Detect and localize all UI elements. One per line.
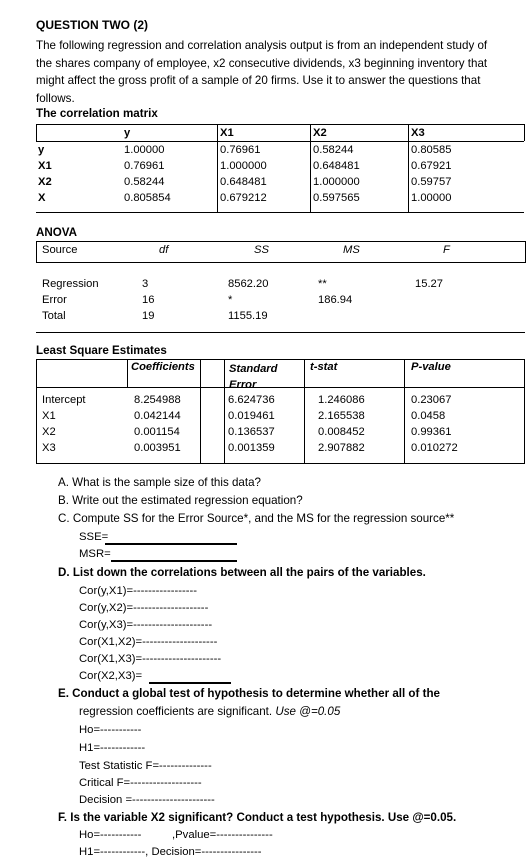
f-ho: Ho=----------- (79, 829, 142, 841)
cor-item: Cor(X1,X2)=-------------------- (79, 636, 218, 648)
e-h1: H1=------------ (79, 742, 146, 754)
anova-row-label: Error (42, 294, 67, 306)
corr-cell: 0.80585 (411, 144, 452, 156)
msr-label: MSR= (79, 548, 111, 560)
corr-cell: 0.67921 (411, 160, 452, 172)
lse-cell: 0.010272 (411, 442, 458, 454)
question-b: B. Write out the estimated regression equation? (58, 494, 303, 507)
anova-cell: 8562.20 (228, 278, 269, 290)
lse-cell: 2.907882 (318, 442, 365, 454)
anova-header-df: df (159, 244, 169, 256)
anova-header-ms: MS (343, 244, 360, 256)
lse-row-label: X1 (42, 410, 56, 422)
lse-cell: 0.019461 (228, 410, 275, 422)
question-e-text: regression coefficients are significant. (79, 705, 276, 718)
anova-cell: 16 (142, 294, 155, 306)
anova-row-label: Regression (42, 278, 99, 290)
corr-cell: 0.59757 (411, 176, 452, 188)
msr-answer-line (111, 560, 237, 562)
question-title: QUESTION TWO (2) (36, 18, 148, 32)
lse-row-label: X2 (42, 426, 56, 438)
lse-header-p-value: P-value (411, 361, 451, 373)
corr-cell: 0.58244 (124, 176, 165, 188)
corr-cell: 0.58244 (313, 144, 354, 156)
lse-cell: 2.165538 (318, 410, 365, 422)
corr-cell: 0.679212 (220, 192, 267, 204)
anova-heading: ANOVA (36, 226, 78, 239)
corr-header-x2: X2 (313, 127, 327, 139)
e-critical-f: Critical F=------------------- (79, 777, 202, 789)
e-decision: Decision =---------------------- (79, 794, 215, 806)
correlation-heading: The correlation matrix (36, 107, 158, 120)
anova-cell: ** (318, 278, 327, 290)
lse-cell: 8.254988 (134, 394, 181, 406)
lse-header-coefficients: Coefficients (131, 361, 195, 373)
corr-cell: 1.00000 (411, 192, 452, 204)
corr-cell: 0.805854 (124, 192, 171, 204)
corr-cell: 1.00000 (124, 144, 165, 156)
corr-cell: 1.000000 (313, 176, 360, 188)
anova-header-f: F (443, 244, 450, 256)
intro-paragraph: The following regression and correlation analysis output is from an independent study of the shares company of employee, x2 consecutive dividends, x3 beginning inventory that might affect the gross profit of a sample of 20 firms. Use it to answer the questions that follows. (36, 39, 488, 105)
question-e-alpha: Use @=0.05 (275, 705, 341, 718)
anova-cell: 19 (142, 310, 155, 322)
lse-cell: 1.246086 (318, 394, 365, 406)
lse-header-t-stat: t-stat (310, 361, 338, 373)
e-test-statistic: Test Statistic F=-------------- (79, 760, 212, 772)
corr-cell: 0.76961 (124, 160, 165, 172)
lse-cell: 0.042144 (134, 410, 181, 422)
anova-cell: 186.94 (318, 294, 353, 306)
corr-cell: 1.000000 (220, 160, 267, 172)
corr-header-x1: X1 (220, 127, 234, 139)
lse-cell: 0.008452 (318, 426, 365, 438)
lse-cell: 0.001154 (134, 426, 180, 438)
corr-header-x3: X3 (411, 127, 425, 139)
lse-cell: 0.136537 (228, 426, 275, 438)
question-f: F. Is the variable X2 significant? Conduct a test hypothesis. Use @=0.05. (58, 811, 457, 824)
sse-answer-line (105, 543, 237, 545)
question-a: A. What is the sample size of this data? (58, 476, 261, 489)
question-e-line1: E. Conduct a global test of hypothesis to determine whether all of the (58, 687, 440, 700)
corr-row-label: y (38, 144, 45, 156)
cor-item: Cor(y,X3)=--------------------- (79, 619, 213, 631)
cor-x2x3-answer-line (149, 682, 231, 684)
cor-item: Cor(X2,X3)= (79, 670, 143, 682)
f-pvalue: ,Pvalue=--------------- (172, 829, 273, 841)
lse-row-label: X3 (42, 442, 56, 454)
cor-item: Cor(X1,X3)=--------------------- (79, 653, 222, 665)
corr-row-label: X1 (38, 160, 52, 172)
f-h1-decision: H1=------------, Decision=---------------- (79, 846, 262, 858)
lse-cell: 0.0458 (411, 410, 446, 422)
anova-header-ss: SS (254, 244, 269, 256)
corr-cell: 0.597565 (313, 192, 360, 204)
corr-header-y: y (124, 127, 131, 139)
lse-cell: 0.001359 (228, 442, 275, 454)
corr-cell: 0.648481 (220, 176, 267, 188)
lse-cell: 0.99361 (411, 426, 452, 438)
sse-label: SSE= (79, 531, 109, 543)
anova-cell: * (228, 294, 233, 306)
anova-cell: 1155.19 (228, 310, 268, 322)
cor-item: Cor(y,X1)=----------------- (79, 585, 198, 597)
corr-cell: 0.76961 (220, 144, 261, 156)
e-ho: Ho=----------- (79, 724, 142, 736)
lse-header-standard-error: Standard Error (229, 363, 278, 391)
lse-cell: 6.624736 (228, 394, 275, 406)
anova-header-source: Source (42, 244, 78, 256)
lse-cell: 0.23067 (411, 394, 452, 406)
lse-cell: 0.003951 (134, 442, 181, 454)
corr-row-label: X2 (38, 176, 52, 188)
lse-heading: Least Square Estimates (36, 344, 167, 357)
question-e-line2 (79, 705, 340, 718)
cor-item: Cor(y,X2)=-------------------- (79, 602, 209, 614)
question-d: D. List down the correlations between all the pairs of the variables. (58, 566, 426, 579)
anova-row-label: Total (42, 310, 66, 322)
anova-cell: 3 (142, 278, 149, 290)
corr-cell: 0.648481 (313, 160, 360, 172)
question-c: C. Compute SS for the Error Source*, and the MS for the regression source** (58, 512, 455, 525)
lse-row-label: Intercept (42, 394, 86, 406)
corr-row-label: X (38, 192, 46, 204)
anova-cell: 15.27 (415, 278, 443, 290)
